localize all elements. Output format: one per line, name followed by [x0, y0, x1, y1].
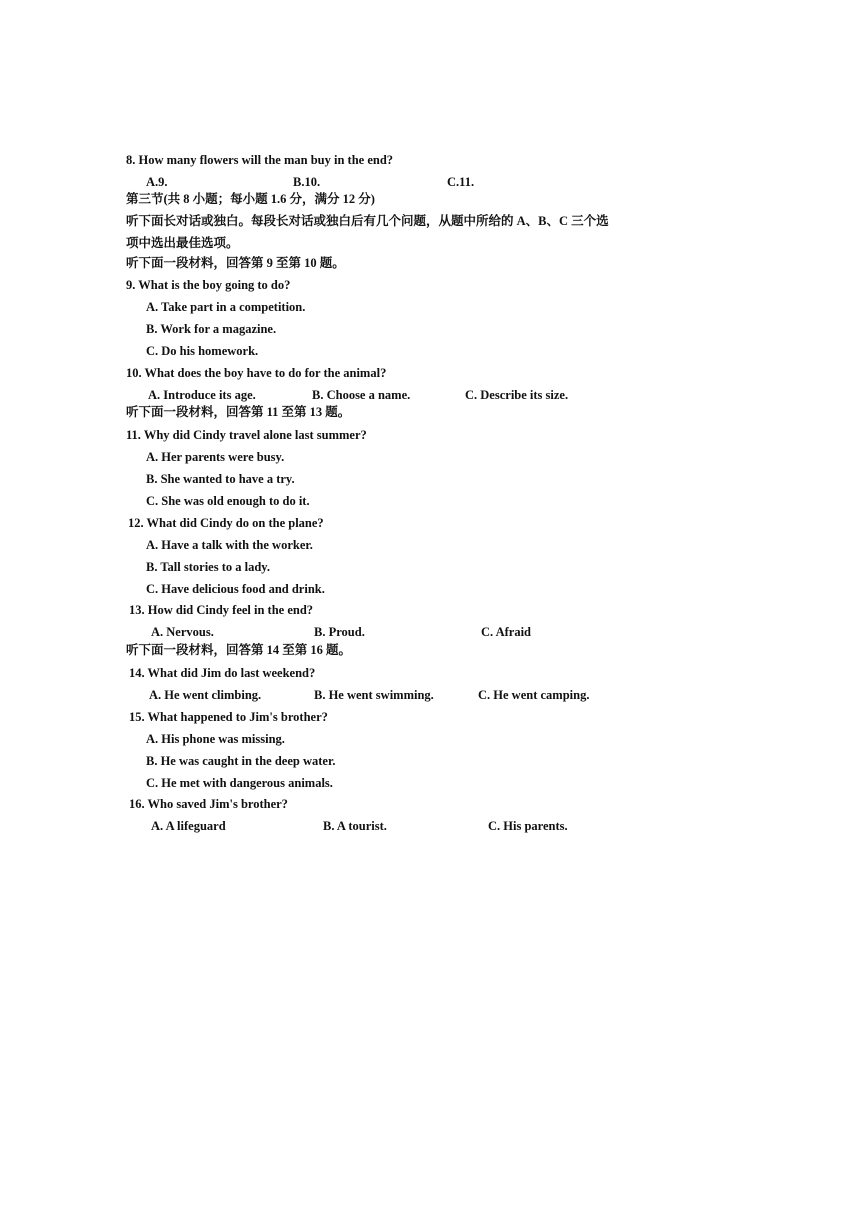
q16-option-a: A. A lifeguard: [151, 819, 226, 833]
question-14: 14. What did Jim do last weekend?: [129, 666, 316, 680]
q8-option-b: B.10.: [293, 175, 321, 189]
q13-option-b: B. Proud.: [314, 625, 365, 639]
q11-option-a: A. Her parents were busy.: [146, 450, 285, 464]
q14-option-a: A. He went climbing.: [149, 688, 262, 702]
section-heading: 第三节(共 8 小题；每小题 1.6 分，满分 12 分): [126, 192, 375, 206]
q8-option-a: A.9.: [146, 175, 168, 189]
q10-option-c: C. Describe its size.: [465, 388, 569, 402]
question-16: 16. Who saved Jim's brother?: [129, 797, 288, 811]
q15-option-c: C. He met with dangerous animals.: [146, 776, 333, 790]
q12-option-c: C. Have delicious food and drink.: [146, 582, 325, 596]
passage-intro-1: 听下面一段材料，回答第 9 至第 10 题。: [126, 256, 345, 270]
q9-option-a: A. Take part in a competition.: [146, 300, 306, 314]
q11-option-b: B. She wanted to have a try.: [146, 472, 295, 486]
question-11: 11. Why did Cindy travel alone last summer?: [126, 428, 367, 442]
q14-option-c: C. He went camping.: [478, 688, 590, 702]
q13-option-c: C. Afraid: [481, 625, 531, 639]
q9-option-b: B. Work for a magazine.: [146, 322, 277, 336]
q14-option-b: B. He went swimming.: [314, 688, 434, 702]
q11-option-c: C. She was old enough to do it.: [146, 494, 310, 508]
q10-option-a: A. Introduce its age.: [148, 388, 256, 402]
question-12: 12. What did Cindy do on the plane?: [128, 516, 324, 530]
question-13: 13. How did Cindy feel in the end?: [129, 603, 314, 617]
passage-intro-2: 听下面一段材料，回答第 11 至第 13 题。: [126, 405, 351, 419]
q15-option-b: B. He was caught in the deep water.: [146, 754, 336, 768]
section-instruction-line2: 项中选出最佳选项。: [126, 236, 239, 250]
q12-option-a: A. Have a talk with the worker.: [146, 538, 313, 552]
question-8: 8. How many flowers will the man buy in the end?: [126, 153, 394, 167]
q8-option-c: C.11.: [447, 175, 475, 189]
question-9: 9. What is the boy going to do?: [126, 278, 291, 292]
section-instruction-line1: 听下面长对话或独白。每段长对话或独白后有几个问题，从题中所给的 A、B、C 三个选: [126, 214, 609, 228]
q10-option-b: B. Choose a name.: [312, 388, 411, 402]
question-15: 15. What happened to Jim's brother?: [129, 710, 328, 724]
q12-option-b: B. Tall stories to a lady.: [146, 560, 270, 574]
q16-option-b: B. A tourist.: [323, 819, 387, 833]
passage-intro-3: 听下面一段材料，回答第 14 至第 16 题。: [126, 643, 352, 657]
question-10: 10. What does the boy have to do for the animal?: [126, 366, 387, 380]
q13-option-a: A. Nervous.: [151, 625, 214, 639]
q9-option-c: C. Do his homework.: [146, 344, 259, 358]
q15-option-a: A. His phone was missing.: [146, 732, 285, 746]
q16-option-c: C. His parents.: [488, 819, 568, 833]
